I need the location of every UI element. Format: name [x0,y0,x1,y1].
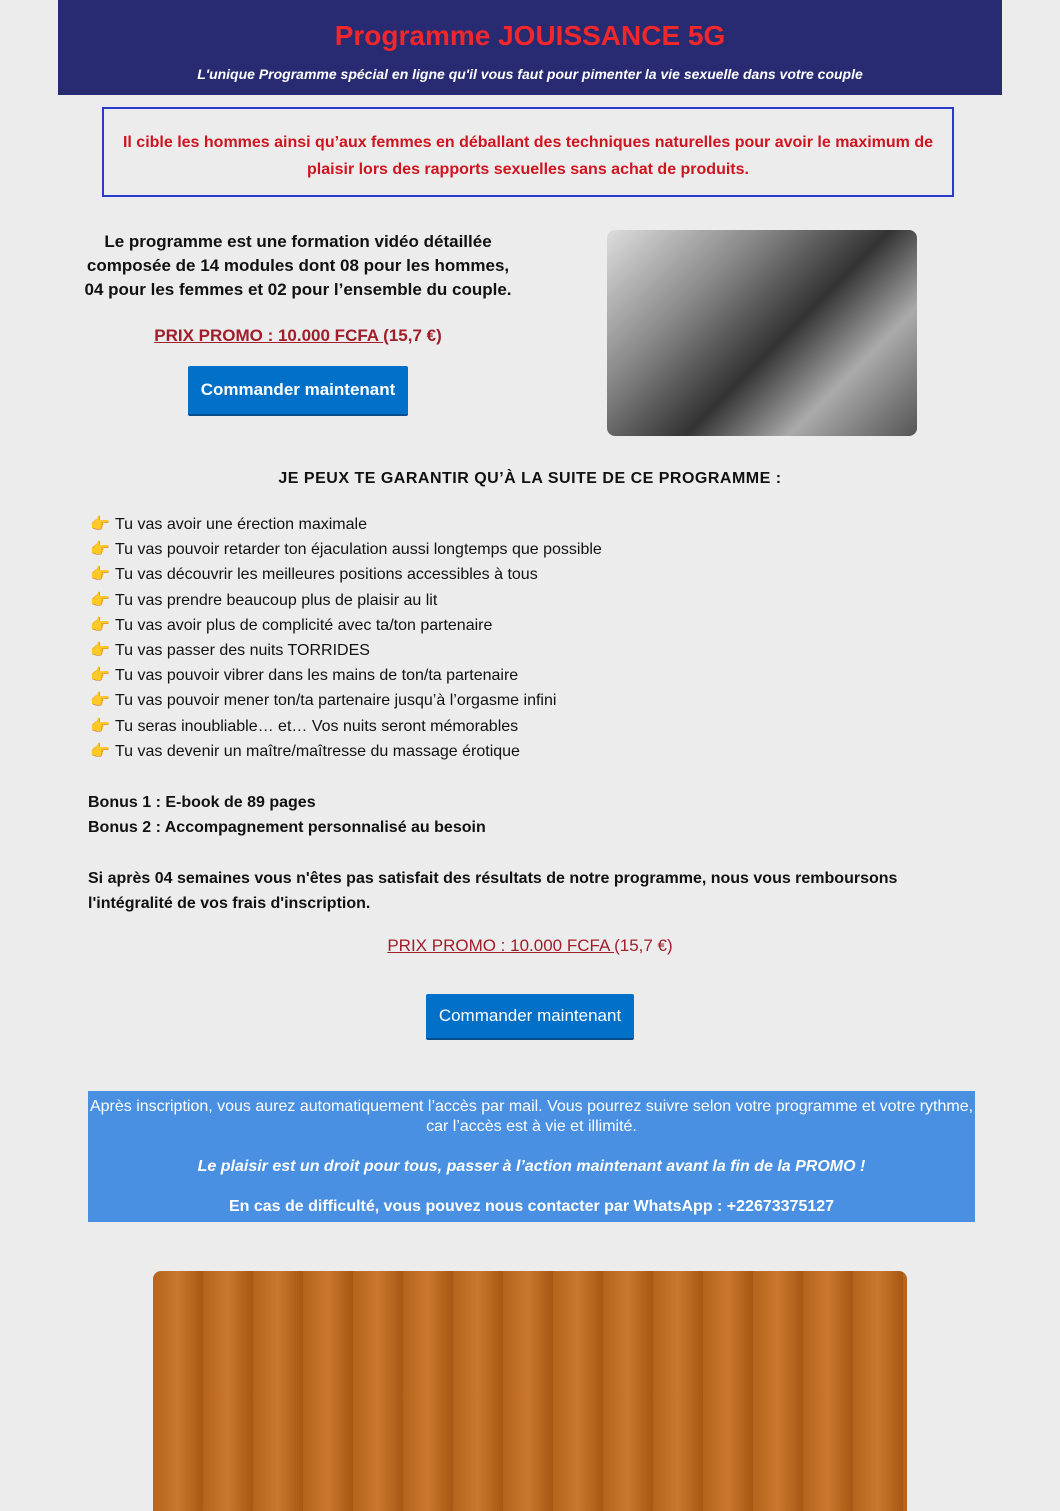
access-text: Après inscription, vous aurez automatiquement l’accès par mail. Vous pourrez suivre selon votre programme et votre rythme, car l’accès est à vie et illimité. [89,1098,974,1135]
pointing-hand-icon: 👉 [90,566,110,584]
benefit-text: Tu vas pouvoir retarder ton éjaculation aussi longtemps que possible [115,541,602,559]
bonus-2: Bonus 2 : Accompagnement personnalisé au besoin [88,819,486,836]
intro-section [80,230,516,416]
info-box [88,1091,975,1222]
pointing-hand-icon: 👉 [90,692,110,710]
benefit-item [90,638,602,663]
header [58,0,1002,95]
subtitle: L'unique Programme spécial en ligne qu'il vous faut pour pimenter la vie sexuelle dans votre couple [197,66,863,82]
benefit-text: Tu vas avoir une érection maximale [115,516,367,533]
benefit-item [90,739,602,764]
price-promo: PRIX PROMO : 10.000 FCFA [387,936,615,955]
pointing-hand-icon: 👉 [90,616,110,634]
benefit-text: Tu vas devenir un maître/maîtresse du massage érotique [115,742,520,760]
pointing-hand-icon: 👉 [90,667,110,685]
contact-text: En cas de difficulté, vous pouvez nous contacter par WhatsApp : +22673375127 [228,1198,835,1215]
intro-text: Le programme est une formation vidéo détaillée composée de 14 modules dont 08 pour les hommes, 04 pour les femmes et 02 pour l’ensemble du couple. [84,232,512,299]
price-euro: (15,7 €) [383,326,442,345]
slogan: Le plaisir est un droit pour tous, passer à l’action maintenant avant la fin de la PROMO ! [197,1158,866,1175]
bonus-section [88,790,486,840]
pointing-hand-icon: 👉 [90,742,110,760]
benefit-item [90,613,602,638]
page-title: Programme JOUISSANCE 5G [334,20,726,51]
couple-photo [607,230,917,436]
benefit-text: Tu vas prendre beaucoup plus de plaisir au lit [115,591,438,609]
benefit-text: Tu vas pouvoir mener ton/ta partenaire jusqu’à l’orgasme infini [115,692,557,710]
pointing-hand-icon: 👉 [90,591,110,609]
price-2 [0,936,1060,956]
benefit-text: Tu vas découvrir les meilleures positions accessibles à tous [115,566,538,584]
price-euro: (15,7 €) [614,936,673,955]
benefit-item [90,688,602,713]
order-button-2[interactable]: Commander maintenant [426,994,634,1040]
pointing-hand-icon: 👉 [90,641,110,659]
benefit-text: Tu vas pouvoir vibrer dans les mains de ton/ta partenaire [115,667,519,685]
benefit-item [90,537,602,562]
order-button[interactable]: Commander maintenant [188,366,409,416]
pointing-hand-icon: 👉 [90,516,110,533]
pointing-hand-icon: 👉 [90,541,110,559]
guarantee-title: JE PEUX TE GARANTIR QU’À LA SUITE DE CE PROGRAMME : [278,470,782,487]
benefit-item [90,714,602,739]
benefit-text: Tu vas avoir plus de complicité avec ta/ton partenaire [115,616,493,634]
pointing-hand-icon: 👉 [90,717,110,735]
benefit-text: Tu seras inoubliable… et… Vos nuits seront mémorables [115,717,519,735]
benefit-item [90,562,602,587]
satisfaction-text: Si après 04 semaines vous n'êtes pas satisfait des résultats de notre programme, nous vous remboursons l'intégralité de vos frais d'inscription. [88,870,898,912]
price-promo: PRIX PROMO : 10.000 FCFA [154,326,384,345]
benefit-item [90,663,602,688]
target-box: Il cible les hommes ainsi qu’aux femmes en déballant des techniques naturelles pour avoir le maximum de plaisir lors des rapports sexuelles sans achat de produits. [102,107,954,197]
couple-photo-2 [153,1271,907,1511]
benefit-text: Tu vas passer des nuits TORRIDES [115,641,370,659]
benefits-list [90,512,602,764]
benefit-item [90,588,602,613]
benefit-item [90,512,602,537]
bonus-1: Bonus 1 : E-book de 89 pages [88,794,316,811]
price [80,324,516,348]
